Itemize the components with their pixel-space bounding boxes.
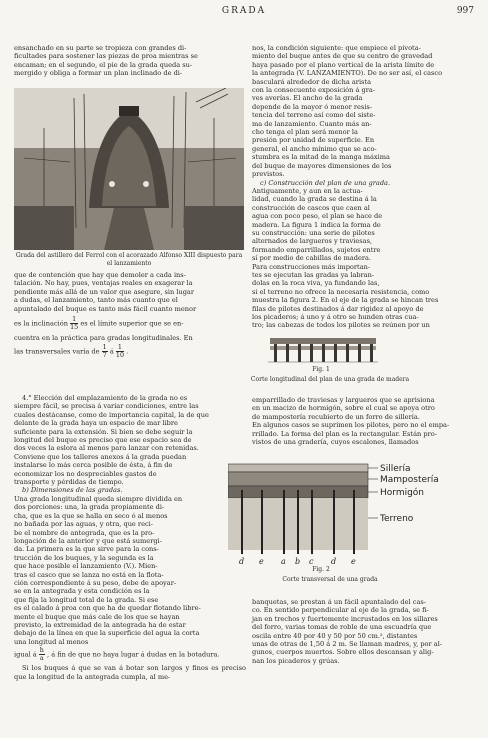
fig2-letter: e xyxy=(351,557,356,566)
text-line: unas de otras de 1,50 á 2 m. Se llaman madres, y, por al- xyxy=(252,640,443,649)
text-line: tras el casco que se lanza no está en la flota- xyxy=(14,570,164,579)
right-column-mid xyxy=(252,396,474,446)
right-column-top xyxy=(252,44,474,330)
text-line: longación de la anterior y que está sumergi- xyxy=(14,536,162,545)
fig2-label-hormigon: Hormigón xyxy=(380,488,425,498)
text-line: instalarse lo más cerca posible de ésta, á fin de xyxy=(14,461,173,470)
text-line: cha, que es la que se halla en seco ó al menos xyxy=(14,511,168,520)
text-line: emparrillado de traviesas y largueros que se aprisiona xyxy=(252,396,435,404)
text-line: vistos de una gradería, cuyos escalones, llamados xyxy=(252,438,419,447)
text-line: de mampostería recubierto de un forro de sillería. xyxy=(252,412,420,421)
text-line: Para construcciones más importan- xyxy=(252,262,371,271)
text-line: con la consecuente exposición á gra- xyxy=(252,86,376,95)
text-line: 4.° Elección del emplazamiento de la grada no es xyxy=(22,394,188,402)
text-line: co. En sentido perpendicular al eje de la grada, se fi- xyxy=(252,606,429,615)
text-line: ensanchado en su parte se tropieza con grandes di- xyxy=(14,44,187,52)
fig2-letter: e xyxy=(259,557,264,566)
text-line: que hace posible el lanzamiento (V.). Mien- xyxy=(14,562,158,571)
text-line: Conviene que los talleres anexos á la grada puedan xyxy=(14,452,187,461)
page-number: 997 xyxy=(456,6,474,16)
shipyard-photo xyxy=(14,88,244,250)
left-column-bottom xyxy=(14,394,246,681)
text-line: nan los picaderos y grúas. xyxy=(252,656,340,665)
fraction-den: 7 xyxy=(102,351,107,360)
text-line: suficiente para la extensión. Si bien se debe seguir la xyxy=(14,427,193,436)
fraction-den: a xyxy=(39,654,44,663)
text-line: los picaderos; á uno y á otro se hunden otras cua- xyxy=(252,313,419,321)
text-line: transporte y pérdidas de tiempo. xyxy=(14,478,124,487)
fraction-num: 1 xyxy=(116,344,124,352)
fig2-letter: d xyxy=(331,557,337,566)
fig2-letter: a xyxy=(281,557,286,566)
text-line: previstos. xyxy=(252,170,285,179)
text-line: rrillado. La forma del plan es la rectangular. Están pro- xyxy=(252,429,437,438)
figure-1-diagram xyxy=(268,328,378,364)
text-line: una longitud al menos xyxy=(14,637,89,646)
text-line: trucción de los buques, y la segunda es la xyxy=(14,553,154,562)
fraction-num: 1 xyxy=(70,316,78,324)
text-line: cho tenga el plan será menor la xyxy=(252,128,358,137)
text-line: basculará alrededor de dicha arista xyxy=(252,77,372,86)
fraction xyxy=(116,344,124,359)
fig2-letter: d xyxy=(239,557,245,566)
fig2-letter: b xyxy=(295,557,301,566)
text-line: se en la antegrada y esta condición es la xyxy=(14,587,150,596)
igual-line xyxy=(14,647,246,662)
text-line: presión por unidad de superficie. En xyxy=(252,136,375,145)
text-line: madera. La figura 1 indica la forma de xyxy=(252,220,381,229)
text-line: dos porciones: una, la grada propiamente di- xyxy=(14,503,165,512)
text-line: encaman; en el segundo, el pie de la grada queda su- xyxy=(14,60,193,69)
text-line: miento del buque antes de que su centro de gravedad xyxy=(252,52,433,61)
text-line: construcción de cascos que caen al xyxy=(252,203,370,212)
text-line: del forro, varias tomas de roble de una escuadría que xyxy=(252,623,432,632)
text-fragment: es la inclinación xyxy=(14,319,68,328)
text-fragment: á xyxy=(109,347,114,356)
text-line: debajo de la línea en que la superficie del agua la corta xyxy=(14,629,200,638)
text-line: cuales destácanse, como de importancia capital, la de que xyxy=(14,410,209,419)
fig2-letter: c xyxy=(309,557,314,566)
text-line: longitud del buque es preciso que ese espacio sea de xyxy=(14,436,192,445)
text-line: no bañada por las aguas, y otra, que reci- xyxy=(14,520,154,529)
figure-1-caption: Corte longitudinal del plan de una grada de madera xyxy=(250,376,410,383)
text-line: si el terreno no ofrece la necesaria resistencia, como xyxy=(252,287,430,296)
text-line: que de contención que hay que demoler a cada ins- xyxy=(14,271,186,279)
text-line: oscila entre 40 por 40 y 50 por 50 cm.², distantes xyxy=(252,631,418,640)
text-line: previsto, la extremidad de la antegrada ha de estar xyxy=(14,620,186,629)
text-line: banquetas, se prestan á un fácil apuntalado del cas- xyxy=(252,598,427,606)
text-line: lidad, cuando la grada se destina á la xyxy=(252,195,377,204)
fraction xyxy=(39,647,45,662)
text-line: tencia del terreno así como del siste- xyxy=(252,111,376,120)
text-line: la antegrada (V. LANZAMIENTO). De no ser así, el casco xyxy=(252,69,443,78)
text-line: En algunos casos se suprimen los pilotes, pero no el empa- xyxy=(252,421,450,430)
text-line: dolas en la roca viva, ya fundando las, xyxy=(252,279,380,288)
text-line: talación. No hay, pues, ventajas reales en exagerar la xyxy=(14,279,193,288)
fraction-den: 15 xyxy=(70,323,79,332)
text-line: jan en trechos y fuertemente incrustados en los sillares xyxy=(252,614,438,623)
text-line: ma de lanzamiento. Cuanto más an- xyxy=(252,119,372,128)
text-line: a dudas, el lanzamiento, tanto más cuanto que el xyxy=(14,296,178,305)
fraction xyxy=(70,316,78,331)
text-line: en un macizo de hormigón, sobre el cual se apoya otro xyxy=(252,404,435,413)
text-line: del buque de mayores dimensiones de los xyxy=(252,161,392,170)
text-line: es el calado á proa con que ha de quedar flotando libre- xyxy=(14,604,201,613)
text-line: ficultades para sostener las piezas de proa mientras se xyxy=(14,52,198,61)
text-line: delante de la grada haya un espacio de mar libre xyxy=(14,419,178,428)
transversales-line xyxy=(14,344,246,359)
running-title: GRADA xyxy=(221,6,267,16)
figure-2-caption: Corte transversal de una grada xyxy=(282,576,378,583)
text-fragment: igual á xyxy=(14,650,37,659)
text-line: gunos, cuerpos muertos. Sobre ellos descansan y alig- xyxy=(252,648,434,657)
text-line: muestra la figura 2. En el eje de la grada se hincan tres xyxy=(252,296,439,305)
fig2-label-silleria: Sillería xyxy=(380,464,411,474)
text-line: mergido y obliga a formar un plan inclinado de di- xyxy=(14,69,183,78)
text-line: que fija la longitud total de la grada. Si ese xyxy=(14,595,159,604)
text-fragment: es el límite superior que se en- xyxy=(80,319,184,328)
text-line: pendiente más allá de un valor que asegure, sin lugar xyxy=(14,287,195,296)
text-line: da. La primera es la que sirve para la cons- xyxy=(14,545,159,554)
text-line: siempre fácil, se precisa á variar condiciones, entre las xyxy=(14,402,199,411)
text-line: ves averías. El ancho de la grada xyxy=(252,94,363,103)
text-fragment: . xyxy=(126,347,129,356)
right-column-bottom xyxy=(252,598,474,665)
text-line: Una grada longitudinal queda siempre dividida en xyxy=(14,494,183,503)
fraction-num: 1 xyxy=(102,343,107,352)
text-line: depende de la mayor ó menor resis- xyxy=(252,102,373,111)
fraction-den: 10 xyxy=(115,351,125,360)
text-line: agua con poco peso, el plan se hace de xyxy=(252,212,383,221)
fig2-label-mamposteria: Mampostería xyxy=(380,475,439,485)
text-line: tro; las cabezas de todos los pilotes se reúnen por un xyxy=(252,321,430,330)
left-column-top xyxy=(14,44,246,78)
text-line: dos veces la eslora al menos para lanzar con retenidas. xyxy=(14,444,199,453)
inclination-line xyxy=(14,316,246,331)
fraction xyxy=(102,344,108,359)
text-line: ción correspondiente á su peso, debe de apoyar- xyxy=(14,578,177,587)
text-line: formando emparrillados, sujetos entre xyxy=(252,245,381,254)
fig2-label-terreno: Terreno xyxy=(380,514,414,524)
text-line: tes se ejecutan las gradas ya labran- xyxy=(252,270,375,279)
figure-2-diagram xyxy=(228,458,478,583)
fraction-num: h xyxy=(39,646,44,655)
text-fragment: , á fin de que no haya lugar á dudas en la botadura. xyxy=(47,650,220,659)
section-heading: b) Dimensiones de las gradas. xyxy=(22,486,123,495)
text-line: alternados de largueros y traviesas, xyxy=(252,237,373,246)
text-line: nos, la condición siguiente: que empiece el pivota- xyxy=(252,44,421,52)
text-line: filas de pilotes destinados á dar rigidez al apoyo de xyxy=(252,304,424,313)
photo-caption: Grada del astillero del Ferrol con el acorazado Alfonso XIII dispuesto para el lanzamiento xyxy=(15,252,243,267)
text-line: sí por medio de cabillas de madera. xyxy=(252,254,372,263)
text-line: cuentra en la práctica para gradas longitudinales. En xyxy=(14,334,193,343)
section-heading: c) Construcción del plan de una grada. xyxy=(260,178,391,187)
running-header xyxy=(14,6,474,20)
text-line: economizar los no despreciables gastos de xyxy=(14,469,157,478)
text-line: su construcción: una serie de pilotes xyxy=(252,228,375,237)
text-line: Antiguamente, y aun en la actua- xyxy=(252,186,363,195)
left-column-mid xyxy=(14,271,246,359)
text-line: stumbra es la mitad de la manga máxima xyxy=(252,153,390,162)
figure-2-label: Fig. 2 xyxy=(312,566,330,573)
text-line: apuntalado del buque es tanto más fácil cuanto menor xyxy=(14,304,197,313)
text-line: general, el ancho mínimo que se aco- xyxy=(252,144,377,153)
text-fragment: las transversales varía de xyxy=(14,347,100,356)
text-line: haya pasado por el plano vertical de la arista límite de xyxy=(252,60,435,69)
text-line: mente el buque que más cale de los que se hayan xyxy=(14,612,180,621)
figure-1-label: Fig. 1 xyxy=(312,366,330,373)
text-paragraph: Si los buques á que se van á botar son largos y finos es preciso que la longitud de la antegrada cumpla, al me- xyxy=(14,664,246,681)
text-line: be el nombre de antegrada, que es la pro- xyxy=(14,528,155,537)
